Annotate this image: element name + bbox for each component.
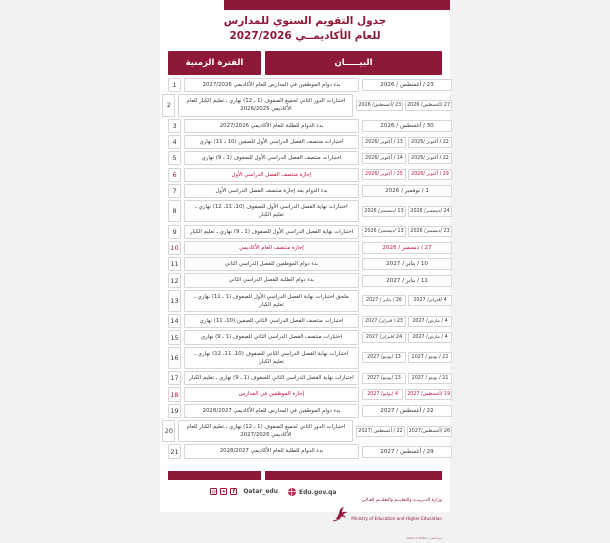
row-statement-cell: اختبارات منتصف الفصل الدراسي الثاني للصفين (10، 11) نهاري (184, 314, 359, 328)
period-date-to: 4 / مارس/ 2027 (408, 332, 452, 343)
period-date: 29 / أغسطس / 2027 (362, 446, 452, 458)
column-header-period: الفترة الزمنية (168, 51, 261, 75)
table-row (168, 184, 452, 198)
period-date: 10 / يناير / 2027 (362, 258, 452, 270)
period-date-from: 25 / أكتوبر /2026 (362, 169, 406, 180)
row-statement-cell: بدء دوام الموظفين للفصل الدراسي الثاني (184, 257, 359, 271)
period-date-to: 23 /ديسمبر/ 2026 (408, 226, 452, 237)
row-period-cell (362, 200, 452, 222)
period-date: 1 / نوفمبر / 2026 (362, 185, 452, 197)
ministry-logo (332, 486, 442, 543)
period-date: 11 / يناير / 2027 (362, 275, 452, 287)
row-period-cell (362, 290, 452, 312)
row-statement-cell: بدء الدوام للطلبة للعام الأكاديمي 2028/2027 (184, 444, 359, 458)
bottom-accent-bars (168, 471, 442, 480)
period-date: 22 / أغسطس / 2027 (362, 405, 452, 417)
row-statement-cell: اختبارات نهاية الفصل الدراسي الأول للصفوف (1 ـ 9) نهاري ـ تعليم الكبار (184, 225, 359, 239)
row-number-cell: 9 (168, 225, 181, 239)
social-links[interactable] (210, 488, 278, 495)
row-period-cell (362, 387, 452, 401)
row-period-cell (362, 314, 452, 328)
table-row (168, 257, 452, 271)
period-date-to: 4 /فبراير/ 2027 (408, 295, 452, 306)
table-row (168, 135, 452, 149)
period-date-to: 26 /أغسطس/2027 (407, 426, 452, 437)
row-number-cell: 2 (162, 94, 175, 116)
period-date-from: 23 /أغسطس/ 2026 (356, 100, 403, 111)
row-statement-cell: بدء دوام الموظفين في المدارس للعام الأكاديمي 2028/2027 (184, 404, 359, 418)
ministry-text (351, 486, 442, 543)
row-period-cell (362, 444, 452, 458)
period-date: 23 / أغسطس / 2026 (362, 79, 452, 91)
period-date-from: 14 / أكتوبر /2026 (362, 153, 406, 164)
row-period-cell (362, 225, 452, 239)
period-date-from: 13 /ديسمبر/ 2026 (362, 226, 406, 237)
ministry-name-en: Ministry of Education and Higher Education (351, 516, 442, 521)
row-number-cell: 11 (168, 257, 181, 271)
period-date-from: 26 / يناير / 2027 (362, 295, 406, 306)
page-footer (160, 484, 450, 540)
table-row (168, 119, 452, 133)
row-period-cell (362, 347, 452, 369)
row-period-cell (362, 184, 452, 198)
instagram-icon[interactable]: ◎ (211, 489, 217, 495)
row-number-cell: 19 (168, 404, 181, 418)
period-date-from: 13 /يونيو/ 2027 (362, 352, 406, 363)
period-date-to: 22 / يونيو / 2027 (408, 352, 452, 363)
row-period-cell (362, 78, 452, 92)
calendar-page (160, 0, 450, 540)
table-row (168, 314, 452, 328)
row-period-cell (362, 371, 452, 385)
page-title (160, 14, 450, 44)
twitter-icon[interactable]: ✦ (221, 489, 226, 495)
row-number-cell: 14 (168, 314, 181, 328)
row-number-cell: 12 (168, 273, 181, 287)
website-link[interactable] (288, 488, 336, 496)
row-statement-cell: اختبارات منتصف الفصل الدراسي الثاني للصفوف (1 ـ 9) نهاري (184, 330, 359, 344)
row-statement-cell: بدء دوام الطلبة للفصل الدراسي الثاني (184, 273, 359, 287)
social-handle: Qatar_edu (243, 488, 278, 495)
qatar-emblem-icon (332, 506, 348, 523)
calendar-table-body (164, 78, 452, 461)
website-label: Edu.gov.qa (299, 488, 337, 496)
table-row (168, 444, 452, 458)
row-number-cell: 5 (168, 151, 181, 165)
row-number-cell: 21 (168, 444, 181, 458)
period-date-from: 13 /يونيو/ 2027 (362, 373, 406, 384)
row-number-cell: 17 (168, 371, 181, 385)
table-row (164, 420, 452, 442)
top-accent-bar (224, 0, 450, 10)
row-period-cell (356, 420, 452, 442)
bottom-bar-period (168, 471, 261, 480)
row-statement-cell: إجازة منتصف العام الأكاديمي (184, 241, 359, 255)
table-row (168, 371, 452, 385)
ministry-name-ar: وزارة التــربيــة والتعليــم والتعليــم العـالي (361, 498, 442, 503)
row-period-cell (362, 330, 452, 344)
row-statement-cell: اختبارات نهاية الفصل الدراسي الثاني للصفوف (10، 11، 12) نهاري ـ تعليم الكبار (184, 347, 359, 369)
period-date-to: 4 / مارس/ 2027 (408, 316, 452, 327)
table-row (168, 241, 452, 255)
table-row (168, 200, 452, 222)
bottom-bar-statement (265, 471, 442, 480)
row-statement-cell: بدء الدوام للطلبة للعام الأكاديمي 2027/2026 (184, 119, 359, 133)
row-number-cell: 4 (168, 135, 181, 149)
row-period-cell (362, 151, 452, 165)
row-statement-cell: اختبارات نهاية الفصل الدراسي الثاني للصفوف (1 ـ 9) نهاري ـ تعليم الكبار (184, 371, 359, 385)
period-date-to: 22 / أكتوبر /2026 (408, 153, 452, 164)
row-number-cell: 16 (168, 347, 181, 369)
table-row (168, 78, 452, 92)
row-period-cell (362, 168, 452, 182)
row-statement-cell: اختبارات الدور الثاني لجميع الصفوف (1 ـ 12) نهاري ـ تعليم الكبار للعام الأكاديمي 2027/2026 (178, 420, 353, 442)
period-date-from: 4 /يوليو/ 2027 (362, 389, 403, 400)
row-number-cell: 3 (168, 119, 181, 133)
period-date: 30 / أغسطس / 2026 (362, 120, 452, 132)
table-row (168, 273, 452, 287)
period-date: 27 / ديسمبر / 2026 (362, 242, 452, 254)
row-number-cell: 15 (168, 330, 181, 344)
table-row (168, 404, 452, 418)
period-date-to: 22 / أكتوبر /2026 (408, 137, 452, 148)
facebook-icon[interactable]: f (230, 488, 237, 495)
period-date-to: 29 / أكتوبر /2026 (408, 169, 452, 180)
globe-icon (288, 488, 296, 496)
row-number-cell: 6 (168, 168, 181, 182)
row-number-cell: 1 (168, 78, 181, 92)
table-row (168, 168, 452, 182)
table-header-row (168, 51, 442, 75)
table-row (168, 330, 452, 344)
row-statement-cell: ملحق اختبارات نهاية الفصل الدراسي الأول للصفوف (1 ـ 11) نهاري ـ تعليم الكبار (184, 290, 359, 312)
row-statement-cell: إجازة منتصف الفصل الدراسي الأول (184, 168, 359, 182)
row-number-cell: 18 (168, 387, 181, 401)
row-period-cell (362, 135, 452, 149)
row-period-cell (362, 119, 452, 133)
period-date-to: 21 / يونيو / 2027 (408, 373, 452, 384)
ministry-country: دولة قطـر ـ State of Qatar (406, 536, 442, 540)
table-row (168, 347, 452, 369)
row-statement-cell: بدء الدوام بعد إجازة منتصف الفصل الدراسي الأول (184, 184, 359, 198)
period-date-from: 13 /ديسمبر/ 2026 (362, 206, 406, 217)
table-row (168, 387, 452, 401)
row-number-cell: 13 (168, 290, 181, 312)
row-period-cell (362, 404, 452, 418)
row-number-cell: 7 (168, 184, 181, 198)
period-date-from: 22 / أغسطس /2027 (356, 426, 404, 437)
row-period-cell (362, 257, 452, 271)
title-line-2: للعام الأكاديمــي 2027/2026 (229, 30, 381, 43)
title-line-1: جدول التقويم السنوي للمدارس (223, 15, 387, 27)
row-period-cell (356, 94, 452, 116)
table-row (168, 290, 452, 312)
row-number-cell: 8 (168, 200, 181, 222)
row-number-cell: 20 (162, 420, 175, 442)
table-row (168, 94, 452, 116)
row-statement-cell: اختبارات منتصف الفصل الدراسي الأول للصفين (10 ـ 11) نهاري (184, 135, 359, 149)
row-statement-cell: اختبارات نهاية الفصل الدراسي الأول للصفوف (10، 11، 12) نهاري ـ تعليم الكبار (184, 200, 359, 222)
period-date-to: 27 /أغسطس/ 2026 (405, 100, 452, 111)
period-date-to: 24 /ديسمبر/ 2026 (408, 206, 452, 217)
table-row (168, 151, 452, 165)
row-statement-cell: إجازة الموظفين في المدارس (184, 387, 359, 401)
period-date-to: 19 /أغسطس/ 2027 (405, 389, 452, 400)
period-date-from: 23 / فبراير/ 2027 (362, 316, 406, 327)
column-header-statement: البيـــــان (265, 51, 442, 75)
period-date-from: 24 /فبراير/ 2027 (362, 332, 406, 343)
row-number-cell: 10 (168, 241, 181, 255)
row-statement-cell: اختبارات الدور الثاني لجميع الصفوف (1 ـ 12) نهاري ـ تعليم الكبار للعام الأكاديمي 2026/2025 (178, 94, 353, 116)
table-row (168, 225, 452, 239)
row-period-cell (362, 273, 452, 287)
period-date-from: 13 / أكتوبر /2026 (362, 137, 406, 148)
row-statement-cell: بدء دوام الموظفين في المدارس للعام الأكاديمي 2027/2026 (184, 78, 359, 92)
row-statement-cell: اختبارات منتصف الفصل الدراسي الأول للصفوف (1 ـ 9) نهاري (184, 151, 359, 165)
row-period-cell (362, 241, 452, 255)
